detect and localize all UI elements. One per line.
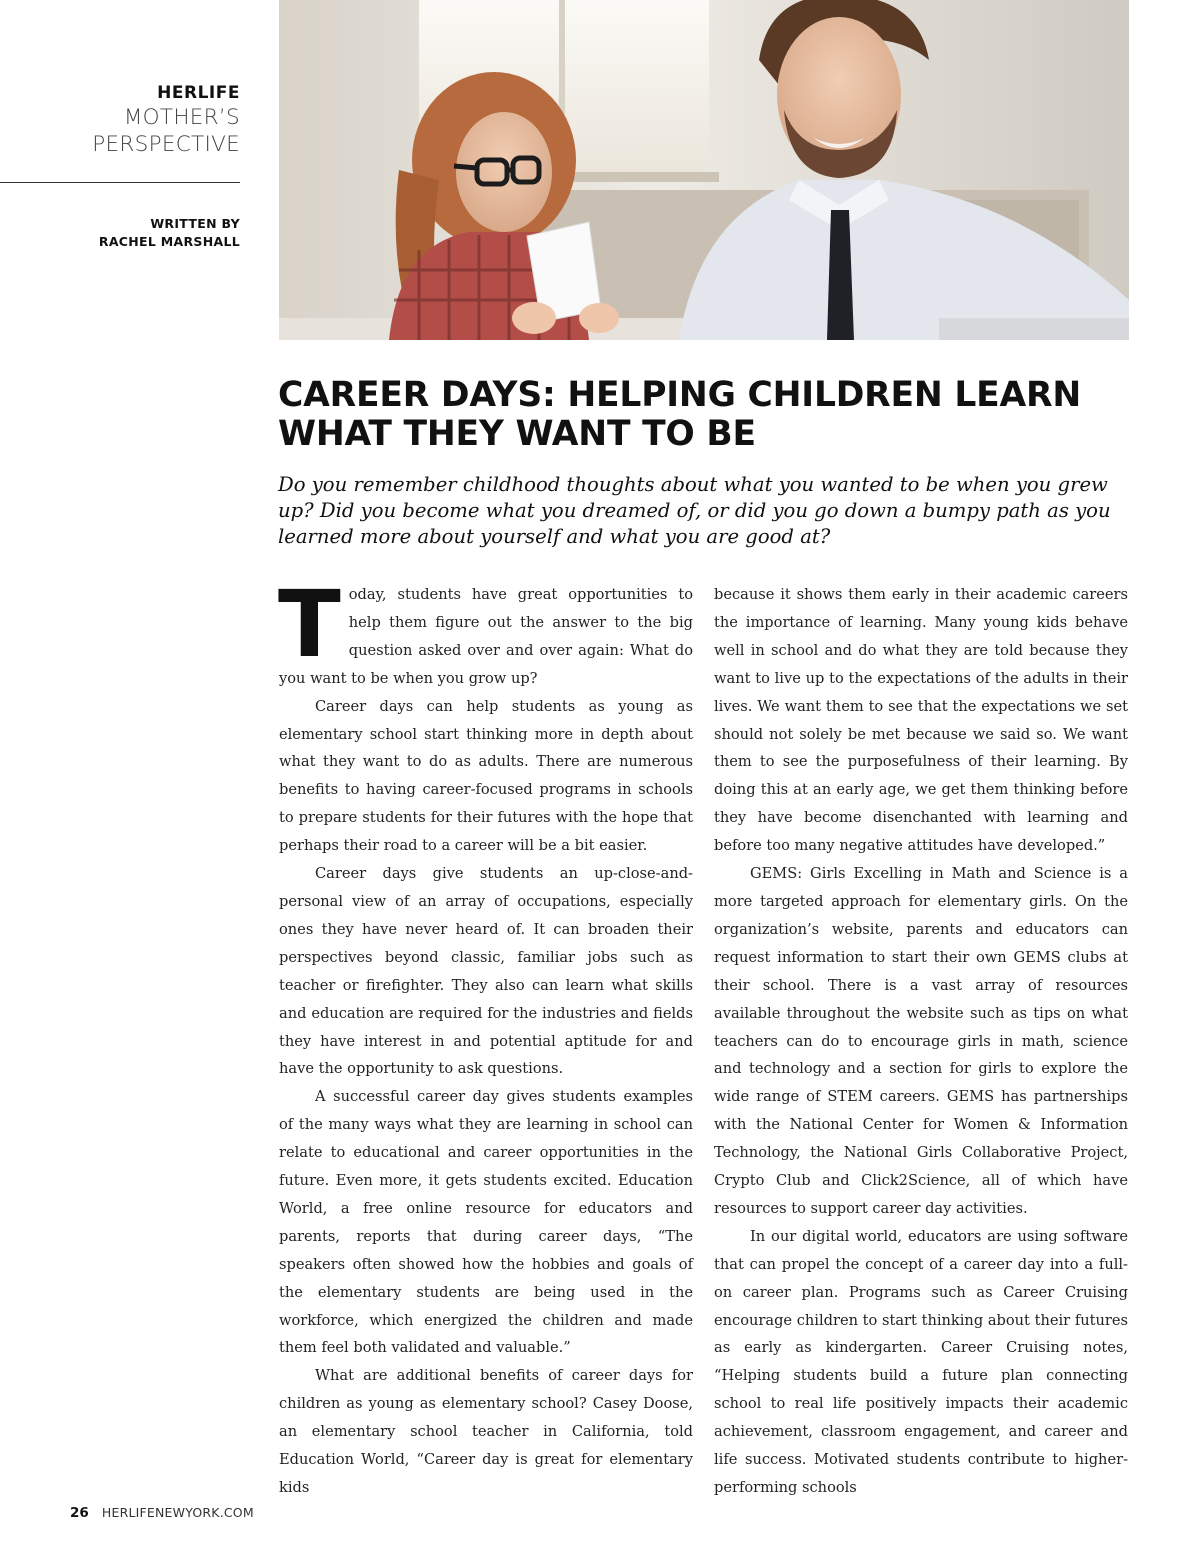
- paragraph-1: [278, 571, 693, 693]
- photo-man-and-girl-icon: [279, 0, 1129, 340]
- paragraph-6: GEMS: Girls Excelling in Math and Science is a more targeted approach for elementary girls. On the organization’s website, parents and educators can request information to start their own GEMS clubs at their school. There is a vast array of resources available throughout the website such as tips on what teachers can do to encourage girls in math, science and technology and a section for girls to explore the wide range of STEM careers. GEMS has partnerships with the National Center for Women & Information Technology, the National Girls Collaborative Project, Crypto Club and Click2Science, all of which have resources to support career day activities.: [714, 865, 1128, 1217]
- paragraph-7: In our digital world, educators are using software that can propel the concept of a career day into a full-on career plan. Programs such as Career Cruising encourage children to start thinking about their futures as early as kindergarten. Career Cruising notes, “Helping students build a future plan connecting school to real life positively impacts their academic achievement, classroom engagement, and career and life success. Motivated students contribute to higher-performing schools: [714, 1227, 1128, 1496]
- paragraph-3: Career days give students an up-close-and-personal view of an array of occupations, especially ones they have never heard of. It can broaden their perspectives beyond classic, familiar jobs such as teacher or firefighter. They also can learn what skills and education are required for the industries and fields they have interest in and potential aptitude for and have the opportunity to ask questions.: [279, 865, 693, 1078]
- section-brand: HERLIFE: [157, 83, 240, 103]
- body-column-right: [714, 581, 1128, 1502]
- headline-line1: CAREER DAYS: HELPING CHILDREN LEARN: [278, 375, 1082, 415]
- body-column-left: [278, 571, 693, 1502]
- page-footer: [70, 1502, 254, 1521]
- section-divider: [0, 182, 240, 183]
- paragraph-5: What are additional benefits of career days for children as young as elementary school? Casey Doose, an elementary school teacher in California, told Education World, “Career day is great for elementary kids: [279, 1367, 693, 1496]
- paragraph-5-continued: because it shows them early in their academic careers the importance of learning. Many young kids behave well in school and do what they are told because they want to live up to the expectations of the adults in their lives. We want them to see that the expectations we set should not solely be met because we said so. We want them to see the purposefulness of their learning. By doing this at an early age, we get them thinking before they have become disenchanted with learning and before too many negative attitudes have developed.”: [714, 586, 1128, 855]
- drop-cap: T: [278, 571, 341, 678]
- article-dek: Do you remember childhood thoughts about what you wanted to be when you grew up? Did you become what you dreamed of, or did you go down a bumpy path as you learned more about yourself and what you are good at?: [278, 473, 1111, 548]
- paragraph-2: Career days can help students as young as elementary school start thinking more in depth about what they want to do as adults. There are numerous benefits to having career-focused programs in schools to prepare students for their futures with the hope that perhaps their road to a career will be a bit easier.: [279, 697, 693, 855]
- footer-site: HERLIFENEWYORK.COM: [101, 1505, 254, 1520]
- paragraph-1-text: oday, students have great opportunities to help them figure out the answer to the big question asked over and over again: What do you want to be when you grow up?: [279, 586, 693, 687]
- section-subtitle-line2: PERSPECTIVE: [92, 132, 240, 157]
- section-subtitle-line1: MOTHER’S: [123, 105, 240, 130]
- byline-label: WRITTEN BY: [150, 216, 240, 231]
- page-number: 26: [70, 1505, 89, 1521]
- paragraph-4: A successful career day gives students examples of the many ways what they are learning in school can relate to educational and career opportunities in the future. Even more, it gets students excited. Education World, a free online resource for educators and parents, reports that during career days, “The speakers often showed how the hobbies and goals of the elementary students are being used in the workforce, which energized the children and made them feel both validated and valuable.”: [279, 1088, 693, 1357]
- headline-line2: WHAT THEY WANT TO BE: [278, 414, 756, 454]
- byline: [0, 215, 240, 251]
- section-label: [0, 82, 240, 158]
- article-headline: [278, 376, 1138, 454]
- hero-photo: [279, 0, 1129, 340]
- byline-author: RACHEL MARSHALL: [98, 234, 240, 249]
